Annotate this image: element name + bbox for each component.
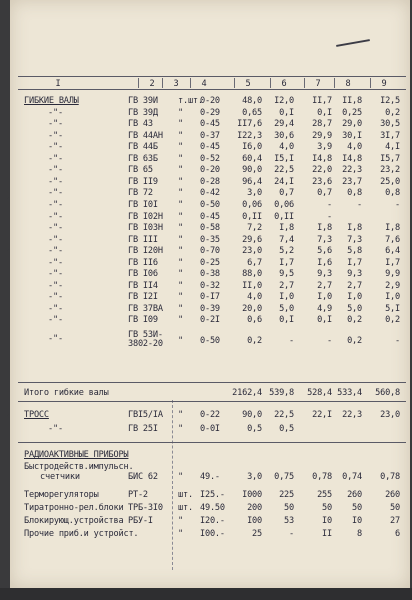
radio-row-5-c5: 25: [252, 529, 262, 539]
row-8-c4: 0-28: [200, 177, 220, 187]
radio-row-3-c6: 50: [284, 503, 294, 513]
radio-row-5-c9: 6: [395, 529, 400, 539]
row-3-c3: ": [178, 119, 183, 129]
row-6-c7: I4,8: [312, 154, 332, 164]
row-8-c6: 24,I: [274, 177, 294, 187]
header-divider: [304, 78, 305, 88]
radio-row-1-c9: 0,78: [380, 472, 400, 482]
row-1-c2: ГВ 39И: [128, 96, 158, 106]
row-2-c1: -"-: [48, 108, 63, 118]
row-5-c7: 3,9: [317, 142, 332, 152]
row-6-c5: 60,4: [242, 154, 262, 164]
row-6-c1: -"-: [48, 154, 63, 164]
row-4-c4: 0-37: [200, 131, 220, 141]
row-3-c9: 30,5: [380, 119, 400, 129]
row-7-c5: 90,0: [242, 165, 262, 175]
radio-row-5-c6: -: [289, 529, 294, 539]
special-row-c7: -: [327, 336, 332, 346]
row-18-c7: I,0: [317, 292, 332, 302]
row-16-c5: 88,0: [242, 269, 262, 279]
punch-hole: [0, 408, 9, 417]
row-9-c5: 3,0: [247, 188, 262, 198]
page-shadow: [0, 588, 412, 600]
special-row-c4: 0-50: [200, 336, 220, 346]
row-7-c2: ГВ 65: [128, 165, 153, 175]
tross-row-1-c7: 22,I: [312, 410, 332, 420]
radio-row-4-c8: I0: [352, 516, 362, 526]
radio-row-2-c2: РТ-2: [128, 490, 148, 500]
row-13-c9: 7,6: [385, 235, 400, 245]
row-13-c4: 0-35: [200, 235, 220, 245]
column-header-3: 3: [173, 79, 179, 89]
row-19-c7: 4,9: [317, 304, 332, 314]
row-15-c6: I,7: [279, 258, 294, 268]
radio-row-3-c8: 50: [352, 503, 362, 513]
row-17-c9: 2,9: [385, 281, 400, 291]
radio-row-1-c4: 49.-: [200, 472, 220, 482]
total-c7: 528,4: [307, 388, 332, 398]
radio-row-5-c7: II: [322, 529, 332, 539]
header-divider: [270, 78, 271, 88]
special-row-c2-line1: ГВ 53И-: [128, 330, 163, 340]
row-17-c5: II,0: [242, 281, 262, 291]
section-rule: [18, 442, 406, 443]
row-1-c3: т.шт.: [178, 96, 203, 106]
row-1-c4: 0-20: [200, 96, 220, 106]
row-14-c2: ГВ I20Н: [128, 246, 163, 256]
row-3-c5: II7,6: [237, 119, 262, 129]
radio-row-1-c2: БИС 62: [128, 472, 158, 482]
radio-row-3-c2: ТРБ-3I0: [128, 503, 163, 513]
row-10-c5: 0,06: [242, 200, 262, 210]
row-18-c8: I,0: [347, 292, 362, 302]
row-14-c6: 5,2: [279, 246, 294, 256]
row-7-c3: ": [178, 165, 183, 175]
row-8-c1: -"-: [48, 177, 63, 187]
column-header-6: 6: [281, 79, 287, 89]
row-7-c6: 22,5: [274, 165, 294, 175]
radio-row-4-c3: ": [178, 516, 183, 526]
row-15-c7: I,6: [317, 258, 332, 268]
row-9-c3: ": [178, 188, 183, 198]
row-4-c6: 30,6: [274, 131, 294, 141]
radio-row-3-c9: 50: [390, 503, 400, 513]
row-3-c2: ГВ 43: [128, 119, 153, 129]
row-12-c4: 0-58: [200, 223, 220, 233]
row-3-c1: -"-: [48, 119, 63, 129]
radio-row-3-c5: 200: [247, 503, 262, 513]
row-9-c6: 0,7: [279, 188, 294, 198]
row-16-c2: ГВ I06: [128, 269, 158, 279]
row-17-c3: ": [178, 281, 183, 291]
row-7-c1: -"-: [48, 165, 63, 175]
radio-row-1-c3: ": [178, 472, 183, 482]
row-14-c1: -"-: [48, 246, 63, 256]
row-8-c8: 23,7: [342, 177, 362, 187]
radio-row-5-c1: Прочие приб.и устройст.: [24, 529, 139, 539]
row-15-c9: I,7: [385, 258, 400, 268]
row-11-c7: -: [327, 212, 332, 222]
row-13-c5: 29,6: [242, 235, 262, 245]
total-c9: 560,8: [375, 388, 400, 398]
special-row-c6: -: [289, 336, 294, 346]
row-3-c7: 28,7: [312, 119, 332, 129]
column-header-8: 8: [345, 79, 351, 89]
row-20-c2: ГВ I09: [128, 315, 158, 325]
row-16-c1: -"-: [48, 269, 63, 279]
row-9-c2: ГВ 72: [128, 188, 153, 198]
row-15-c2: ГВ II6: [128, 258, 158, 268]
row-5-c6: 4,0: [279, 142, 294, 152]
row-6-c9: I5,7: [380, 154, 400, 164]
row-14-c9: 6,4: [385, 246, 400, 256]
special-row-c9: -: [395, 336, 400, 346]
row-17-c2: ГВ II4: [128, 281, 158, 291]
row-19-c2: ГВ 37ВА: [128, 304, 163, 314]
radio-row-4-c2: РБУ-I: [128, 516, 153, 526]
row-16-c8: 9,3: [347, 269, 362, 279]
row-1-c6: I2,0: [274, 96, 294, 106]
row-5-c3: ": [178, 142, 183, 152]
row-20-c7: 0,I: [317, 315, 332, 325]
row-3-c8: 29,0: [342, 119, 362, 129]
row-10-c6: 0,06: [274, 200, 294, 210]
header-top-rule: [18, 76, 406, 77]
row-1-c5: 48,0: [242, 96, 262, 106]
special-row-c2-line2: 3802-20: [128, 339, 163, 349]
radio-row-2-c8: 260: [347, 490, 362, 500]
row-18-c1: -"-: [48, 292, 63, 302]
tross-row-2-c4: 0-0I: [200, 424, 220, 434]
row-15-c8: I,7: [347, 258, 362, 268]
row-16-c4: 0-38: [200, 269, 220, 279]
row-10-c8: -: [357, 200, 362, 210]
row-7-c4: 0-20: [200, 165, 220, 175]
row-18-c4: 0-I7: [200, 292, 220, 302]
special-row-c5: 0,2: [247, 336, 262, 346]
row-12-c5: 7,2: [247, 223, 262, 233]
row-20-c5: 0,6: [247, 315, 262, 325]
row-17-c1: -"-: [48, 281, 63, 291]
row-20-c1: -"-: [48, 315, 63, 325]
column-header-9: 9: [381, 79, 387, 89]
row-13-c2: ГВ III: [128, 235, 158, 245]
radio-row-2-c5: I000: [242, 490, 262, 500]
row-12-c9: I,8: [385, 223, 400, 233]
radio-row-3-c4: 49.50: [200, 503, 225, 513]
row-15-c4: 0-25: [200, 258, 220, 268]
row-8-c2: ГВ II9: [128, 177, 158, 187]
row-17-c7: 2,7: [317, 281, 332, 291]
row-13-c8: 7,3: [347, 235, 362, 245]
row-15-c3: ": [178, 258, 183, 268]
radio-row-1-c7: 0,78: [312, 472, 332, 482]
radio-row-1-c1-line2: счетчики: [40, 472, 80, 482]
row-19-c8: 5,0: [347, 304, 362, 314]
row-5-c9: 4,I: [385, 142, 400, 152]
row-10-c4: 0-50: [200, 200, 220, 210]
radio-row-3-c3: шт.: [178, 503, 193, 513]
column-header-5: 5: [245, 79, 251, 89]
total-c5: 2162,4: [232, 388, 262, 398]
radio-row-1-c1-line1: Быстродейств.импульсн.: [24, 462, 134, 472]
row-2-c3: ": [178, 108, 183, 118]
row-19-c4: 0-39: [200, 304, 220, 314]
row-20-c8: 0,2: [347, 315, 362, 325]
row-4-c8: 30,I: [342, 131, 362, 141]
header-divider: [334, 78, 335, 88]
row-7-c9: 23,2: [380, 165, 400, 175]
total-label: Итого гибкие валы: [24, 388, 109, 398]
row-14-c5: 23,0: [242, 246, 262, 256]
radio-row-3-c1: Тиратронно-рел.блоки: [24, 503, 124, 513]
row-4-c1: -"-: [48, 131, 63, 141]
special-row-c1: -"-: [48, 334, 63, 344]
punch-hole: [0, 243, 9, 252]
header-divider: [138, 78, 139, 88]
row-4-c7: 29,9: [312, 131, 332, 141]
row-6-c8: I4,8: [342, 154, 362, 164]
row-13-c7: 7,3: [317, 235, 332, 245]
radio-row-2-c3: шт.: [178, 490, 193, 500]
row-19-c5: 20,0: [242, 304, 262, 314]
row-11-c4: 0-45: [200, 212, 220, 222]
header-divider: [162, 78, 163, 88]
tross-row-1-c5: 90,0: [242, 410, 262, 420]
radio-row-2-c6: 225: [279, 490, 294, 500]
punch-hole: [0, 191, 9, 200]
row-10-c3: ": [178, 200, 183, 210]
row-7-c7: 22,0: [312, 165, 332, 175]
row-20-c4: 0-2I: [200, 315, 220, 325]
row-14-c4: 0-70: [200, 246, 220, 256]
column-header-2: 2: [149, 79, 155, 89]
row-16-c7: 9,3: [317, 269, 332, 279]
radio-row-5-c8: 8: [357, 529, 362, 539]
radio-row-4-c1: Блокирующ.устройства: [24, 516, 124, 526]
radio-row-4-c5: I00: [247, 516, 262, 526]
row-1-c1: ГИБКИЕ ВАЛЫ: [24, 96, 79, 106]
row-2-c6: 0,I: [279, 108, 294, 118]
row-2-c7: 0,I: [317, 108, 332, 118]
radio-row-2-c9: 260: [385, 490, 400, 500]
row-2-c8: 0,25: [342, 108, 362, 118]
row-11-c1: -"-: [48, 212, 63, 222]
special-row-c3: ": [178, 336, 183, 346]
row-19-c9: 5,I: [385, 304, 400, 314]
row-14-c8: 5,8: [347, 246, 362, 256]
total-c8: 533,4: [337, 388, 362, 398]
row-19-c1: -"-: [48, 304, 63, 314]
tross-row-2-c5: 0,5: [247, 424, 262, 434]
row-16-c9: 9,9: [385, 269, 400, 279]
row-12-c3: ": [178, 223, 183, 233]
special-row-c8: 0,2: [347, 336, 362, 346]
tross-row-1-c1: ТРОСС: [24, 410, 49, 420]
row-19-c6: 5,0: [279, 304, 294, 314]
row-5-c4: 0-45: [200, 142, 220, 152]
row-18-c2: ГВ I2I: [128, 292, 158, 302]
row-8-c7: 23,6: [312, 177, 332, 187]
row-2-c5: 0,65: [242, 108, 262, 118]
document-page: [10, 0, 410, 588]
row-11-c3: ": [178, 212, 183, 222]
tross-row-1-c2: ГВI5/IА: [128, 410, 163, 420]
row-7-c8: 22,3: [342, 165, 362, 175]
total-c6: 539,8: [269, 388, 294, 398]
row-13-c1: -"-: [48, 235, 63, 245]
handwritten-dash: [336, 39, 370, 47]
radio-row-4-c7: I0: [322, 516, 332, 526]
row-3-c6: 29,4: [274, 119, 294, 129]
row-2-c4: 0-29: [200, 108, 220, 118]
row-13-c6: 7,4: [279, 235, 294, 245]
row-10-c2: ГВ I0I: [128, 200, 158, 210]
row-17-c4: 0-32: [200, 281, 220, 291]
row-16-c6: 9,5: [279, 269, 294, 279]
row-11-c6: 0,II: [274, 212, 294, 222]
row-9-c9: 0,8: [385, 188, 400, 198]
row-11-c5: 0,II: [242, 212, 262, 222]
tross-row-1-c3: ": [178, 410, 183, 420]
tross-row-2-c1: -"-: [48, 424, 63, 434]
radio-row-3-c7: 50: [322, 503, 332, 513]
radio-row-5-c3: ": [178, 529, 183, 539]
column-header-4: 4: [201, 79, 207, 89]
row-20-c6: 0,I: [279, 315, 294, 325]
row-12-c7: I,8: [317, 223, 332, 233]
row-4-c2: ГВ 44АН: [128, 131, 163, 141]
row-9-c7: 0,7: [317, 188, 332, 198]
row-12-c6: I,8: [279, 223, 294, 233]
row-14-c7: 5,6: [317, 246, 332, 256]
header-divider: [370, 78, 371, 88]
row-20-c3: ": [178, 315, 183, 325]
row-5-c1: -"-: [48, 142, 63, 152]
column-header-7: 7: [315, 79, 321, 89]
row-6-c6: I5,I: [274, 154, 294, 164]
radio-row-2-c4: I25.-: [200, 490, 225, 500]
row-19-c3: ": [178, 304, 183, 314]
row-20-c9: 0,2: [385, 315, 400, 325]
row-10-c1: -"-: [48, 200, 63, 210]
row-9-c4: 0-42: [200, 188, 220, 198]
tross-row-2-c6: 0,5: [279, 424, 294, 434]
row-9-c1: -"-: [48, 188, 63, 198]
row-2-c2: ГВ 39Д: [128, 108, 158, 118]
row-2-c9: 0,2: [385, 108, 400, 118]
row-16-c3: ": [178, 269, 183, 279]
row-1-c8: II,8: [342, 96, 362, 106]
row-18-c6: I,0: [279, 292, 294, 302]
row-13-c3: ": [178, 235, 183, 245]
row-1-c7: II,7: [312, 96, 332, 106]
header-divider: [190, 78, 191, 88]
tross-row-1-c8: 22,3: [342, 410, 362, 420]
row-14-c3: ": [178, 246, 183, 256]
row-9-c8: 0,8: [347, 188, 362, 198]
row-10-c7: -: [327, 200, 332, 210]
header-divider: [234, 78, 235, 88]
row-4-c9: 3I,7: [380, 131, 400, 141]
radio-row-5-c4: I00.-: [200, 529, 225, 539]
row-12-c2: ГВ I03Н: [128, 223, 163, 233]
row-17-c8: 2,7: [347, 281, 362, 291]
row-17-c6: 2,7: [279, 281, 294, 291]
tross-row-1-c6: 22,5: [274, 410, 294, 420]
radio-row-2-c1: Терморегуляторы: [24, 490, 99, 500]
radio-row-1-c5: 3,0: [247, 472, 262, 482]
row-8-c9: 25,0: [380, 177, 400, 187]
row-5-c2: ГВ 44Б: [128, 142, 158, 152]
row-6-c3: ": [178, 154, 183, 164]
row-11-c2: ГВ I02Н: [128, 212, 163, 222]
tross-row-2-c2: ГВ 25I: [128, 424, 158, 434]
row-10-c9: -: [395, 200, 400, 210]
row-6-c4: 0-52: [200, 154, 220, 164]
radio-row-1-c8: 0,74: [342, 472, 362, 482]
row-3-c4: 0-45: [200, 119, 220, 129]
radio-row-2-c7: 255: [317, 490, 332, 500]
column-header-1: I: [55, 79, 61, 89]
total-bottom-rule: [18, 401, 406, 402]
radio-row-4-c6: 53: [284, 516, 294, 526]
section-radio-heading: РАДИОАКТИВНЫЕ ПРИБОРЫ: [24, 450, 129, 460]
tross-row-1-c9: 23,0: [380, 410, 400, 420]
row-6-c2: ГВ 63Б: [128, 154, 158, 164]
row-5-c5: I6,0: [242, 142, 262, 152]
radio-row-4-c9: 27: [390, 516, 400, 526]
row-18-c9: I,0: [385, 292, 400, 302]
header-bottom-rule: [18, 89, 406, 90]
radio-row-4-c4: I20.-: [200, 516, 225, 526]
row-8-c5: 96,4: [242, 177, 262, 187]
total-top-rule: [18, 382, 406, 383]
row-18-c3: ": [178, 292, 183, 302]
row-8-c3: ": [178, 177, 183, 187]
row-12-c8: I,8: [347, 223, 362, 233]
tross-row-1-c4: 0-22: [200, 410, 220, 420]
row-15-c5: 6,7: [247, 258, 262, 268]
row-18-c5: 4,0: [247, 292, 262, 302]
row-1-c9: I2,5: [380, 96, 400, 106]
row-5-c8: 4,0: [347, 142, 362, 152]
row-4-c5: I22,3: [237, 131, 262, 141]
row-4-c3: ": [178, 131, 183, 141]
row-12-c1: -"-: [48, 223, 63, 233]
row-15-c1: -"-: [48, 258, 63, 268]
tross-row-2-c3: ": [178, 424, 183, 434]
radio-row-1-c6: 0,75: [274, 472, 294, 482]
